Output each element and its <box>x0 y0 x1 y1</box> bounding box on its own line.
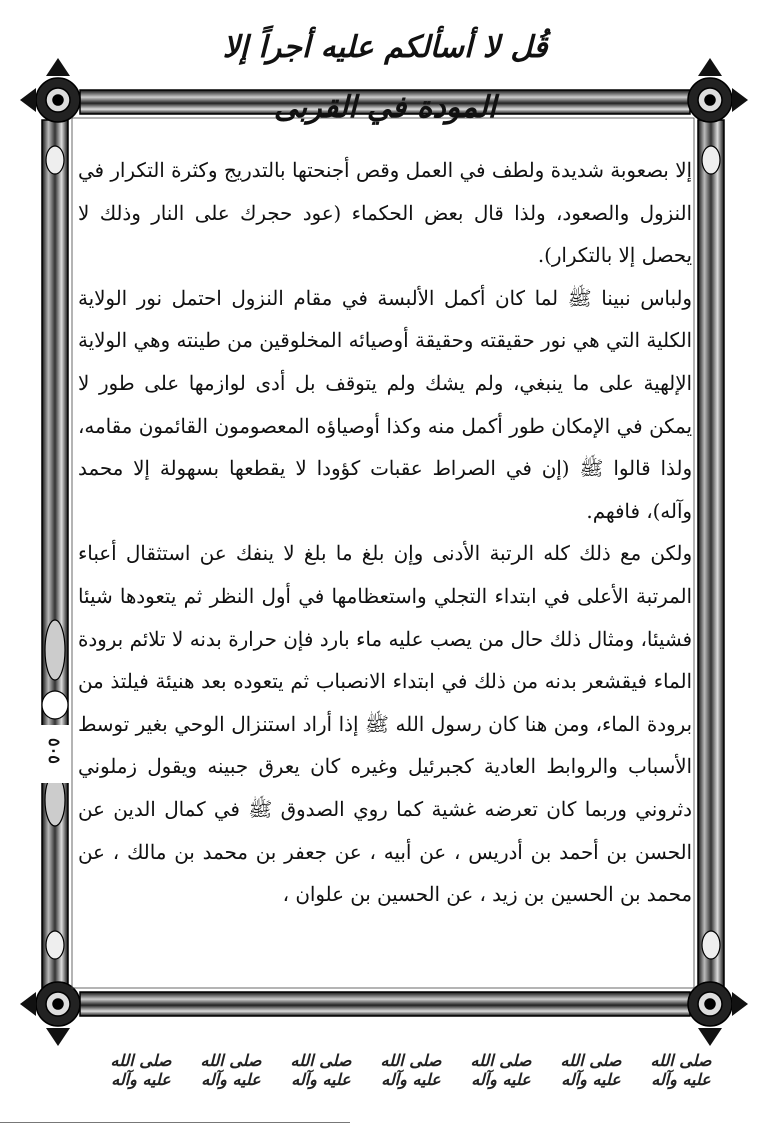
calligraphy-ornament: صلى الله عليه وآله <box>200 1051 262 1089</box>
paragraph-2: ولباس نبينا ﷺ لما كان أكمل الألبسة في مقام النزول احتمل نور الولاية الكلية التي هي نور حقيقته وحقيقة أوصيائه المخلوقين من طينته وهي الولاية الإلهية على ما ينبغي، ولم يشك ولم يتوقف بل أدى لوازمها على طور لا يمكن في الإمكان طور أكمل منه وكذا أوصياؤه المعصومون القائمون مقامه، ولذا قالوا ﷺ (إن في الصراط عقبات كؤودا لا يقطعها بسهولة إلا محمد وآله)، فافهم. <box>78 286 692 523</box>
calligraphy-ornament: صلى الله عليه وآله <box>560 1051 622 1089</box>
main-text <box>78 150 692 950</box>
calligraphy-ornament: صلى الله عليه وآله <box>470 1051 532 1089</box>
calligraphy-ornament: صلى الله عليه وآله <box>110 1051 172 1089</box>
calligraphy-ornament: صلى الله عليه وآله <box>290 1051 352 1089</box>
paragraph-3: ولكن مع ذلك كله الرتبة الأدنى وإن بلغ ما بلغ لا ينفك عن استثقال أعباء المرتبة الأعلى في ابتداء التجلي واستعظامها في أول النظر ثم يتعودها شيئا فشيئا، ومثال ذلك حال من يصب عليه ماء بارد فإن حرارة بدنه لا تلائم برودة الماء فيقشعر بدنه من ذلك في ابتداء الانصباب ثم يتعوده بعد هنيئة فيلتذ من برودة الماء، ومن هنا كان رسول الله ﷺ إذا أراد استنزال الوحي بغير توسط الأسباب والروابط العادية كجبرئيل وغيره كان يعرق جبينه ويقول زملوني دثروني وربما كان تعرضه غشية كما روي الصدوق ﷺ في كمال الدين عن الحسن بن أحمد بن أدريس ، عن أبيه ، عن جعفر بن محمد بن مالك ، عن محمد بن الحسين بن زيد ، عن الحسين بن علوان ، <box>78 542 692 907</box>
footer-calligraphy-row <box>105 1035 720 1095</box>
paragraph-1: إلا بصعوبة شديدة ولطف في العمل وقص أجنحتها بالتدريج وكثرة التكرار في النزول والصعود، ولذا قال بعض الحكماء (عود حجرك على النار وذلك لا يحصل إلا بالتكرار). <box>78 159 692 268</box>
bottom-rule <box>0 1122 350 1123</box>
header-calligraphy: قُل لا أسألكم عليه أجراً إلا المودة في القربى <box>222 30 548 125</box>
page-number: ٥٠٥ <box>45 738 64 764</box>
calligraphy-ornament: صلى الله عليه وآله <box>380 1051 442 1089</box>
calligraphy-ornament: صلى الله عليه وآله <box>650 1051 712 1089</box>
